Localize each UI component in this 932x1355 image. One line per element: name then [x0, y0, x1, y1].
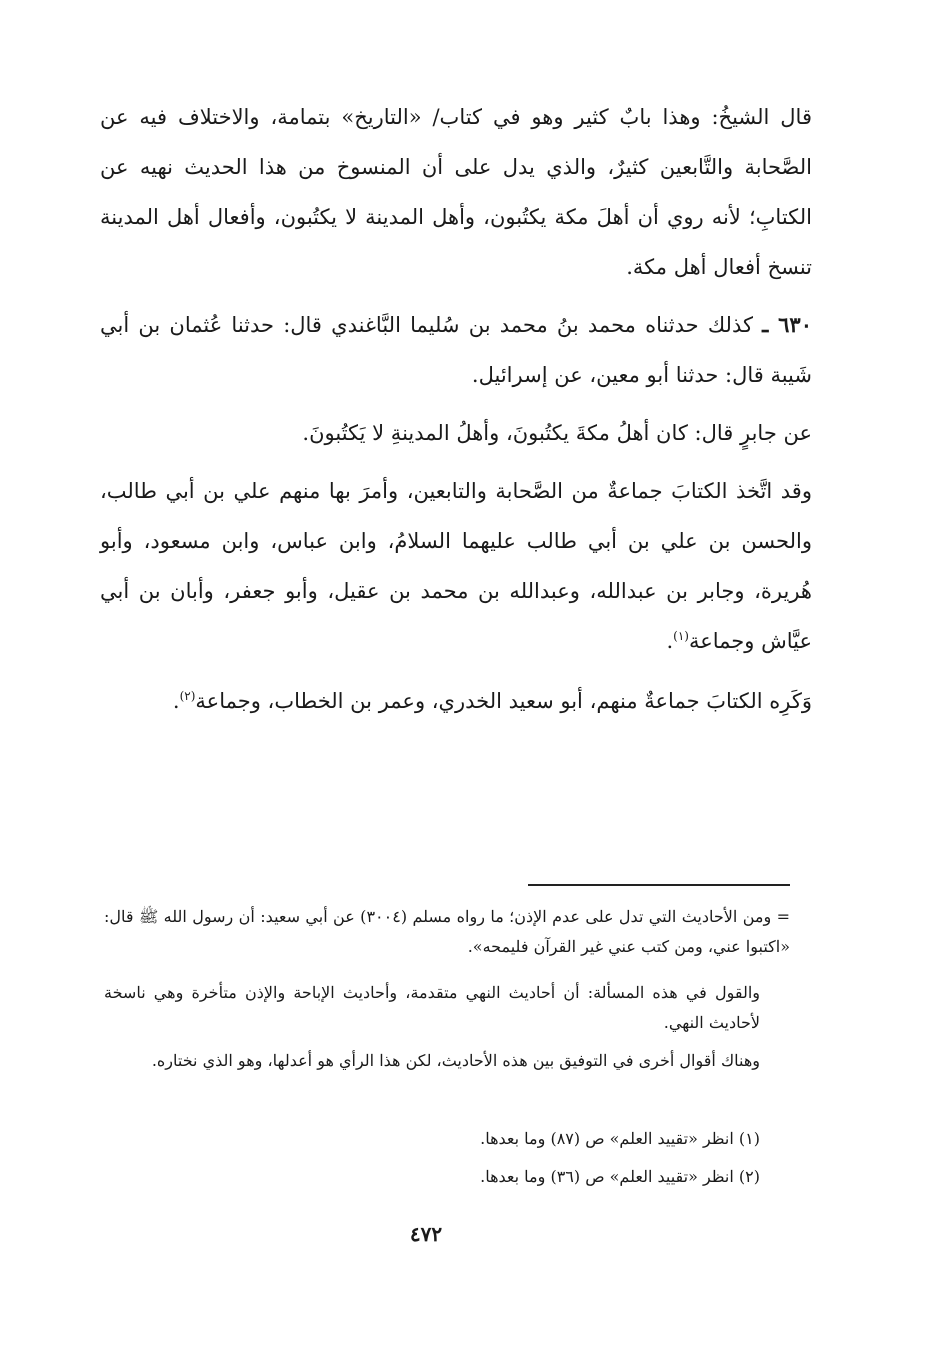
hadith-text: عن جابرٍ قال: كان أهلُ مكةَ يكتُبونَ، وأهلُ المدينةِ لا يَكتُبونَ. [302, 421, 812, 445]
footnote-continuation-text: = ومن الأحاديث التي تدل على عدم الإذن؛ ما رواه مسلم (٣٠٠٤) عن أبي سعيد: أن رسول الله ﷺ قال: «اكتبوا عني، ومن كتب عني غير القرآن فليمحه». [104, 907, 791, 956]
hadith-chain-line [100, 300, 812, 400]
hadith-number: ٦٣٠ ـ [762, 312, 812, 337]
footnote-paragraph-2-text: والقول في هذه المسألة: أن أحاديث النهي متقدمة، وأحاديث الإباحة والإذن متأخرة وهي ناسخة لأحاديث النهي. [104, 983, 760, 1032]
footnote-ref-2[interactable]: (٢) [179, 689, 196, 703]
footnote-1 [104, 1124, 790, 1154]
footnote-2-text: (٢) انظر «تقييد العلم» ص (٣٦) وما بعدها. [480, 1167, 760, 1186]
disliked-line [100, 676, 812, 726]
footnote-paragraph-2 [104, 978, 790, 1038]
paragraph-commentary [100, 92, 812, 292]
footnote-1-text: (١) انظر «تقييد العلم» ص (٨٧) وما بعدها. [480, 1129, 760, 1148]
paragraph-writers [100, 466, 812, 666]
page-number: ٤٧٢ [409, 1222, 443, 1246]
writers-text: وقد اتَّخذ الكتابَ جماعةٌ من الصَّحابة والتابعين، وأمرَ بها منهم علي بن أبي طالب، والحسن بن علي بن أبي طالب عليهما السلامُ، وابن عباس، وابن مسعود، وأبو هُريرة، وجابر بن عبدالله، وعبدالله بن محمد بن عقيل، وأبو جعفر، وأبان بن أبي عيَّاش وجماعة [100, 479, 812, 653]
footnote-ref-1[interactable]: (١) [673, 629, 689, 643]
footnote-divider [528, 884, 790, 886]
hadith-chain-text: كذلك حدثناه محمد بنُ محمد بن سُليما البَّاغندي قال: حدثنا عُثمان بن أبي شَيبة قال: حدثنا أبو معين، عن إسرائيل. [100, 313, 812, 387]
writers-end: . [666, 629, 674, 653]
paragraph-hadith-text [100, 408, 812, 458]
disliked-end: . [172, 689, 180, 713]
paragraph-hadith-chain [100, 300, 812, 400]
footnote-continuation [104, 902, 790, 962]
paragraph-text: قال الشيخُ: وهذا بابٌ كثير وهو في كتاب/ «التاريخ» بتمامة، والاختلاف فيه عن الصَّحابة والتَّابعين كثيرٌ، والذي يدل على أن المنسوخ من هذا الحديث نهيه عن الكتابِ؛ لأنه روي أن أهلَ مكة يكتُبون، وأهل المدينة لا يكتُبون، وأفعال أهل المدينة تنسخ أفعال أهل مكة. [100, 105, 812, 279]
footnote-paragraph-3 [104, 1046, 790, 1076]
disliked-text: وَكَرِه الكتابَ جماعةٌ منهم، أبو سعيد الخدري، وعمر بن الخطاب، وجماعة [195, 689, 812, 713]
footnote-paragraph-3-text: وهناك أقوال أخرى في التوفيق بين هذه الأحاديث، لكن هذا الرأي هو أعدلها، وهو الذي نختاره. [151, 1051, 760, 1070]
paragraph-disliked [100, 676, 812, 726]
footnote-2 [104, 1162, 790, 1192]
writers-line [100, 466, 812, 666]
